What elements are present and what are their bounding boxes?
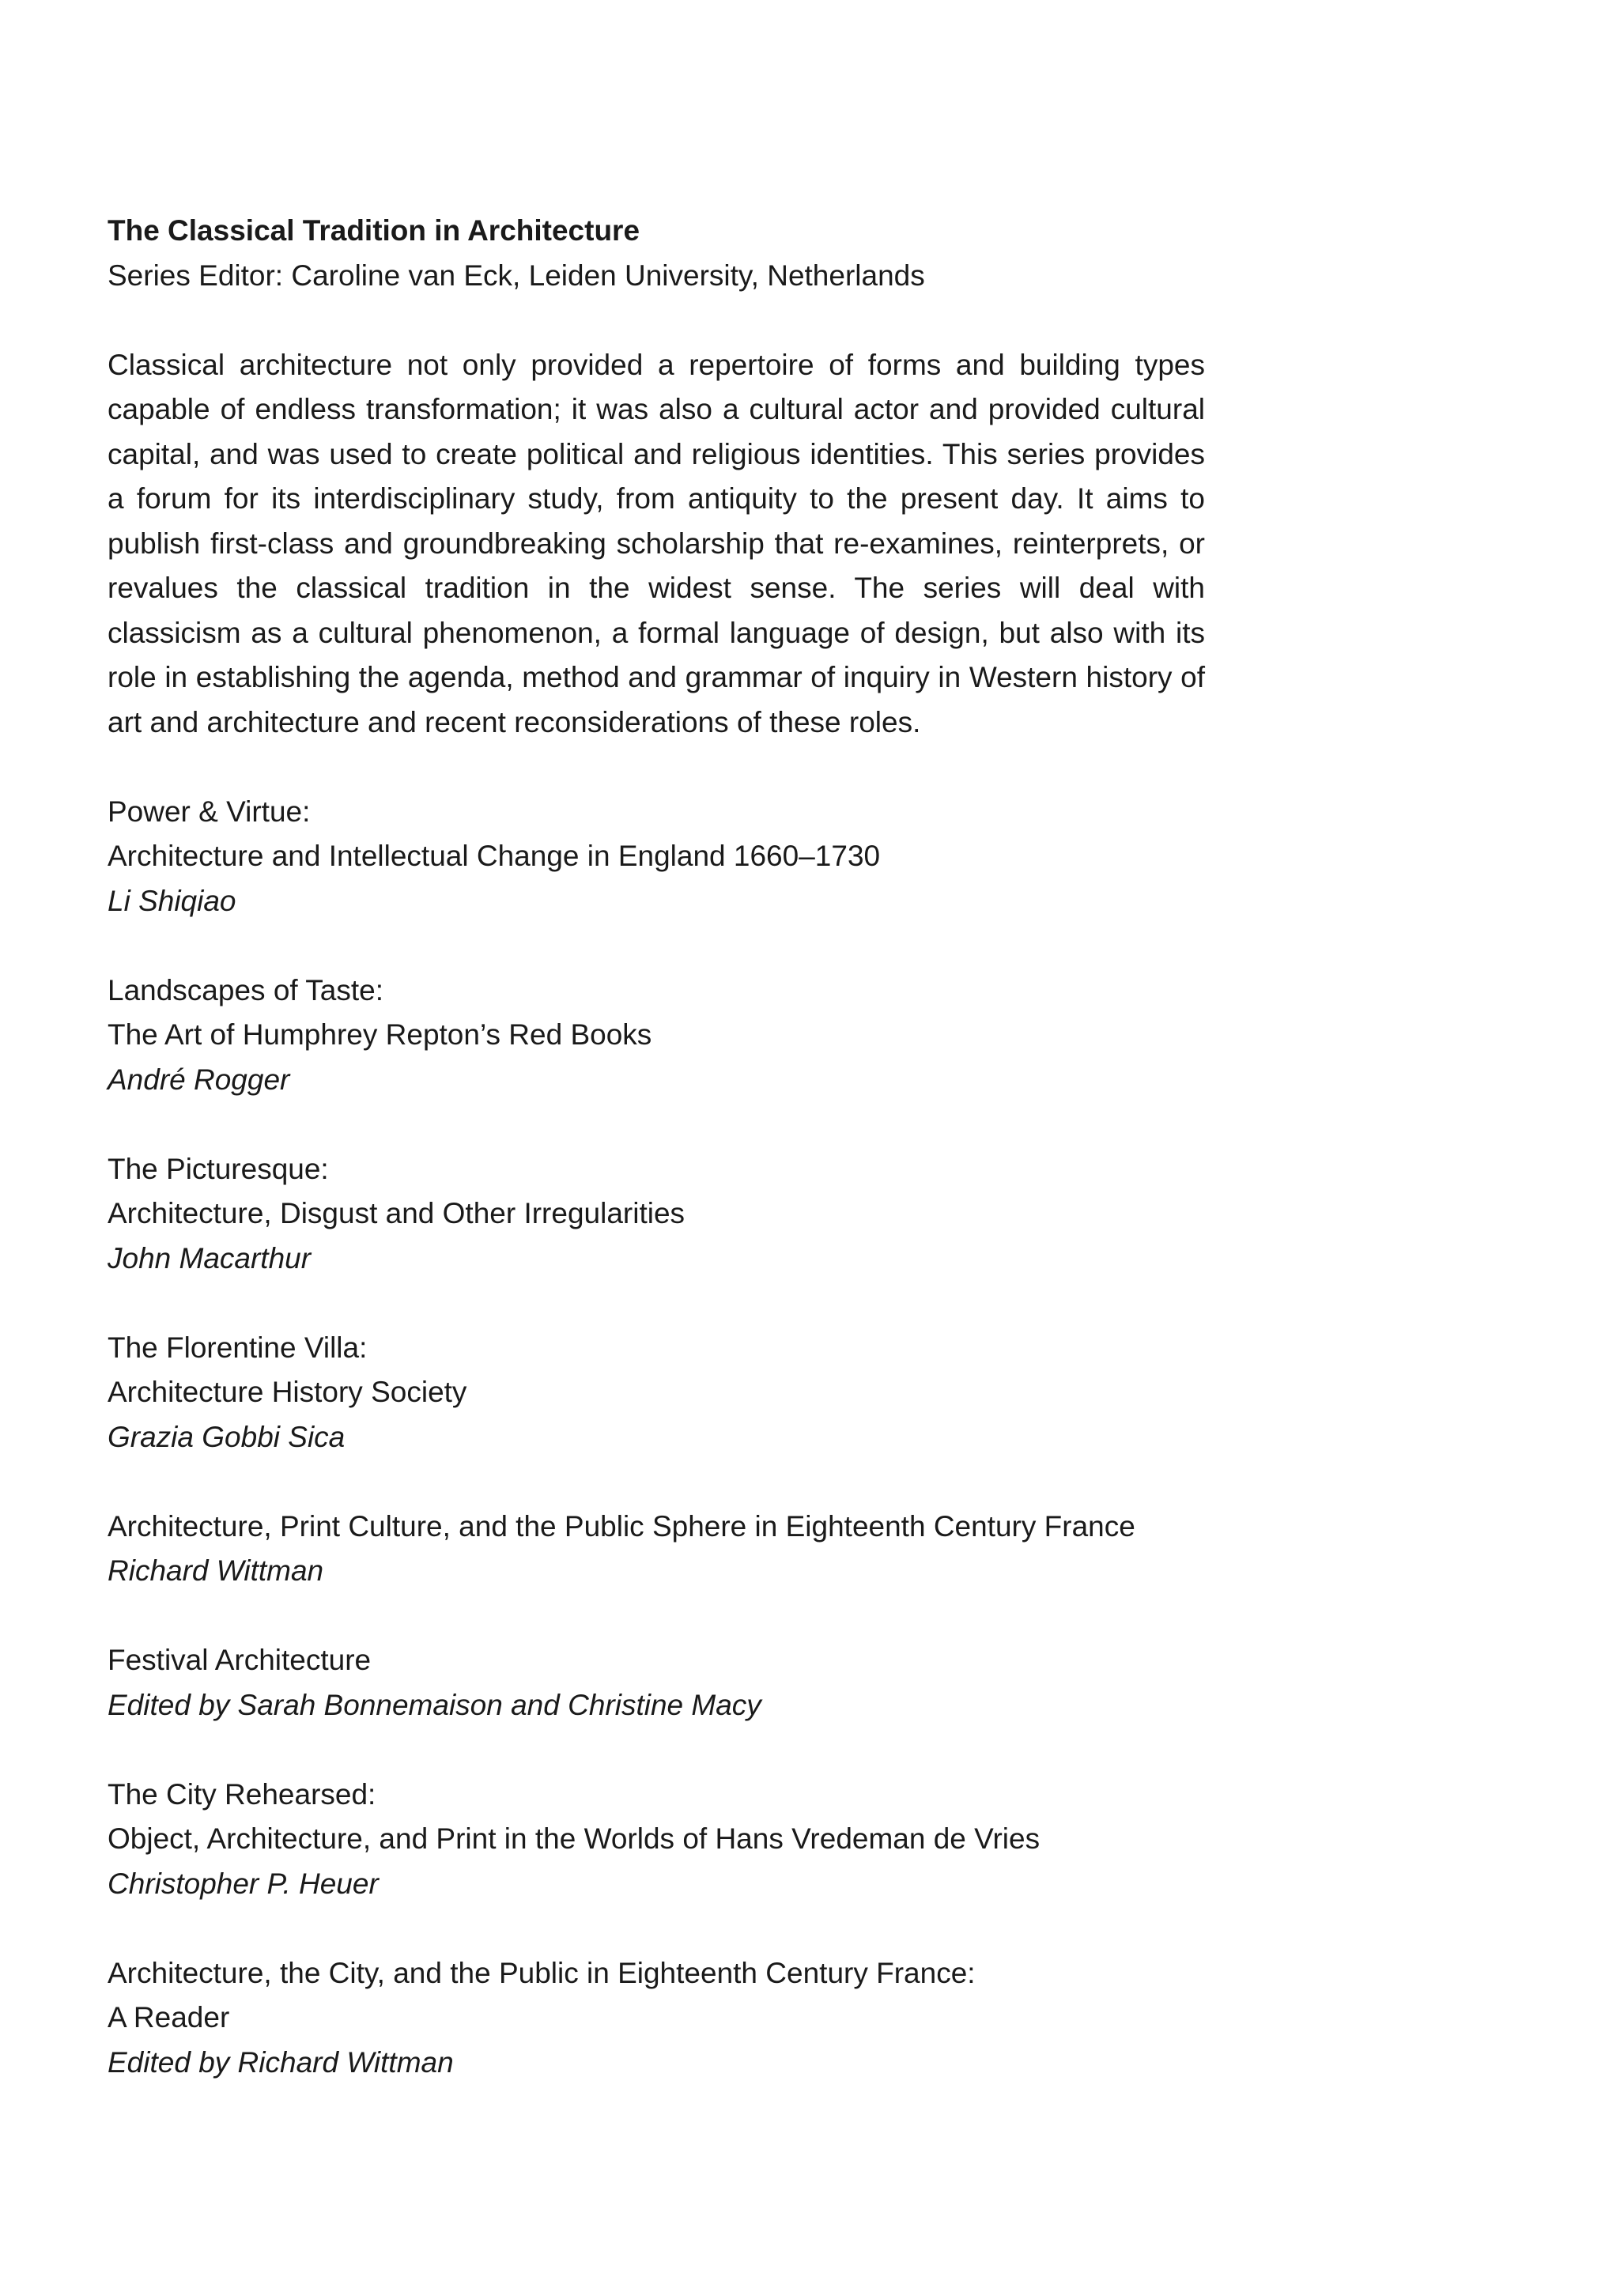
book-author: Li Shiqiao <box>108 884 236 917</box>
series-description: Classical architecture not only provided a repertoire of forms and building types capable of endless transformation; it was also a cultural actor and provided cultural capital, and was used to create political and religious identities. This series provides a forum for its interdisciplinary study, from antiquity to the present day. It aims to publish first-class and groundbreaking scholarship that re-examines, reinterprets, or revalues the classical tradition in the widest sense. The series will deal with classicism as a cultural phenomenon, a formal language of design, but also with its role in establishing the agenda, method and grammar of inquiry in Western history of art and architecture and recent reconsiderations of these roles. <box>108 348 1205 738</box>
book-list <box>108 790 1205 2086</box>
book-title-line: The Florentine Villa: <box>108 1331 368 1364</box>
book-title-line: The Picturesque: <box>108 1152 329 1185</box>
book-author: Edited by Richard Wittman <box>108 2045 454 2079</box>
book-author: Edited by Sarah Bonnemaison and Christine Macy <box>108 1688 761 1721</box>
series-page-content <box>108 209 1205 2130</box>
book-subtitle-line: Architecture and Intellectual Change in England 1660–1730 <box>108 840 881 872</box>
book-title-line: Festival Architecture <box>108 1644 372 1676</box>
book-entry <box>108 1147 1205 1282</box>
book-subtitle-line: Architecture History Society <box>108 1376 467 1408</box>
book-title-line: Architecture, Print Culture, and the Public Sphere in Eighteenth Century France <box>108 1509 1135 1543</box>
book-entry <box>108 1505 1205 1594</box>
book-entry <box>108 1951 1205 2086</box>
book-author: Richard Wittman <box>108 1554 324 1587</box>
book-entry <box>108 1638 1205 1728</box>
book-author: Grazia Gobbi Sica <box>108 1420 346 1453</box>
book-subtitle-line: The Art of Humphrey Repton’s Red Books <box>108 1018 652 1051</box>
book-title-line: Landscapes of Taste: <box>108 973 384 1006</box>
book-title-line: Architecture, the City, and the Public in Eighteenth Century France: <box>108 1956 976 1989</box>
book-title-line: The City Rehearsed: <box>108 1777 376 1811</box>
book-subtitle-line: Object, Architecture, and Print in the Worlds of Hans Vredeman de Vries <box>108 1822 1040 1855</box>
book-author: Christopher P. Heuer <box>108 1867 379 1900</box>
book-entry <box>108 1773 1205 1907</box>
series-editor: Series Editor: Caroline van Eck, Leiden University, Netherlands <box>108 259 925 292</box>
book-author: André Rogger <box>108 1063 290 1096</box>
book-subtitle-line: Architecture, Disgust and Other Irregularities <box>108 1197 685 1229</box>
book-subtitle-line: A Reader <box>108 2001 230 2034</box>
series-title: The Classical Tradition in Architecture <box>108 214 640 247</box>
book-entry <box>108 969 1205 1103</box>
book-author: John Macarthur <box>108 1241 312 1275</box>
book-title-line: Power & Virtue: <box>108 795 311 828</box>
book-entry <box>108 1326 1205 1460</box>
book-entry <box>108 790 1205 924</box>
